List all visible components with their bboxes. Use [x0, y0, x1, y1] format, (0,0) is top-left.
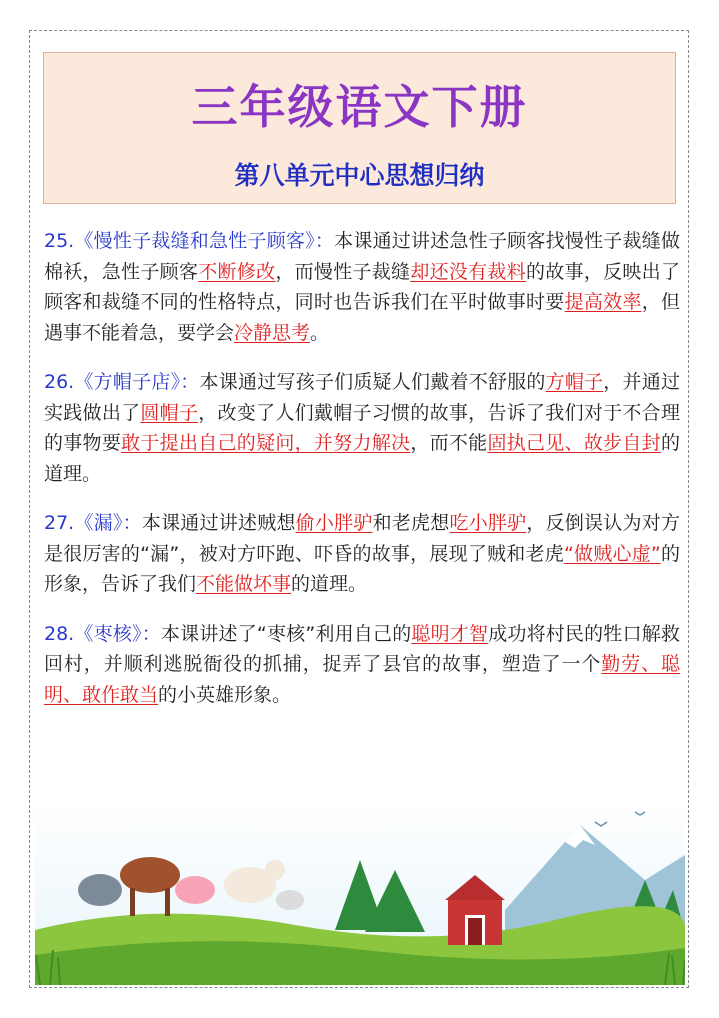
body-text: ，但遇事不能着急，要学会 [44, 291, 680, 344]
lesson-number: 28. [44, 622, 75, 645]
body-text: 的故事，反映出了顾客和裁缝不同的性格特点，同时也告诉我们在平时做事时要 [44, 260, 680, 313]
farm-illustration [35, 800, 685, 985]
lesson-25 [44, 226, 680, 348]
body-text: 本课通过讲述急性子顾客找慢性子裁缝做棉袄，急性子顾客 [44, 230, 680, 283]
highlighted-phrase: 聪明才智 [411, 622, 489, 645]
highlighted-phrase: 却还没有裁料 [410, 260, 526, 283]
body-text: 本课通过写孩子们质疑人们戴着不舒服的 [199, 371, 546, 393]
lesson-28 [44, 619, 680, 711]
highlighted-phrase: 偷小胖驴 [295, 512, 373, 534]
lesson-number: 27. [44, 512, 75, 534]
highlighted-phrase: 固执己见、故步自封 [487, 432, 661, 454]
body-text: 本课讲述了“枣核”利用自己的 [160, 622, 412, 645]
lesson-title: 《漏》： [74, 512, 142, 534]
body-text: ，而慢性子裁缝 [275, 260, 411, 283]
highlighted-phrase: 圆帽子 [140, 401, 199, 424]
highlighted-phrase: 不断修改 [198, 260, 276, 283]
highlighted-phrase: “做贼心虚” [563, 542, 661, 565]
body-text: 的道理。 [291, 573, 368, 595]
lesson-number: 25. [44, 230, 75, 252]
lesson-title: 《方帽子店》： [74, 371, 200, 393]
lesson-list [44, 226, 680, 729]
highlighted-phrase: 吃小胖驴 [449, 512, 527, 534]
body-text: ，改变了人们戴帽子习惯的故事，告诉了我们对于不合理的事物要 [44, 401, 680, 454]
body-text: 的形象，告诉了我们 [44, 542, 680, 595]
body-text: ，并通过实践做出了 [44, 371, 680, 424]
highlighted-phrase: 勤劳、聪明、敢作敢当 [44, 653, 680, 706]
highlighted-phrase: 提高效率 [564, 291, 642, 313]
page-title: 三年级语文下册 [191, 80, 528, 134]
highlighted-phrase: 方帽子 [545, 371, 604, 393]
lesson-26 [44, 367, 680, 489]
body-text: 的道理。 [44, 432, 680, 485]
body-text: 。 [310, 321, 330, 344]
highlighted-phrase: 冷静思考 [234, 321, 311, 344]
body-text: 的小英雄形象。 [158, 683, 292, 706]
body-text: 本课通过讲述贼想 [141, 512, 296, 534]
header-box [43, 52, 676, 204]
lesson-27 [44, 508, 680, 600]
page-subtitle: 第八单元中心思想归纳 [234, 161, 485, 190]
highlighted-phrase: 不能做坏事 [196, 573, 292, 595]
lesson-title: 《枣核》： [74, 622, 161, 645]
lesson-number: 26. [44, 371, 75, 393]
body-text: ，反倒误认为对方是很厉害的“漏”，被对方吓跑、吓昏的故事，展现了贼和老虎 [44, 512, 680, 565]
body-text: 和老虎想 [372, 512, 450, 534]
lesson-title: 《慢性子裁缝和急性子顾客》： [74, 230, 335, 252]
highlighted-phrase: 敢于提出自己的疑问，并努力解决 [121, 432, 411, 454]
body-text: ，而不能 [410, 432, 488, 454]
body-text: 成功将村民的牲口解救回村，并顺利逃脱衙役的抓捕，捉弄了县官的故事，塑造了一个 [44, 622, 680, 675]
